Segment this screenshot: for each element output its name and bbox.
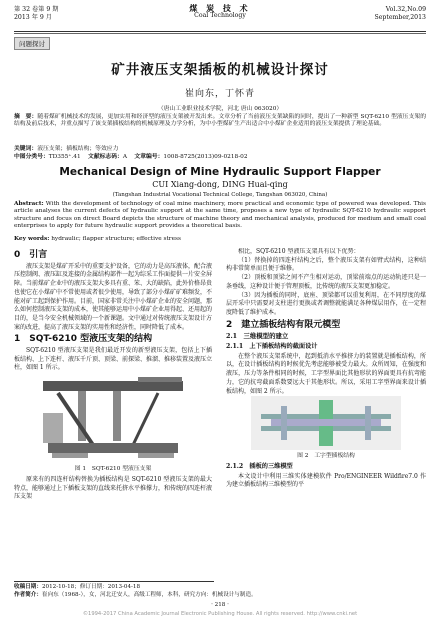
header-volume: Vol.32,No.09 September,2013 [374, 6, 426, 21]
cnki-watermark: ©1994-2017 China Academic Journal Electronic Publishing House. All rights reserved. http://www.cnki.net [82, 611, 358, 617]
section-1-paragraph-1: SQT-6210 型液压支架是我们最近开发的新型液压支架，包括上下插板结构、上下连杆、液压千斤顶、顶梁、前探梁、推溜、推移装置及液压立柱，如图 1 所示。 [14, 347, 212, 372]
authors-cn: 崔向东，丁怀青 [184, 89, 255, 99]
figure-1-caption: 图 1 SQT-6210 型液压支架 [74, 466, 152, 473]
column-tag: 问题探讨 [14, 37, 50, 50]
section-2-1-1-paragraph: 在整个液压支架系统中，起到抵消水平推挤力的装置就是插板结构，所以，在设计插板结构的时候优先考虑能够被受力最大。众所周知，在强度和液压，压力等条件相同的时候，工字型界面比其他形状的界面更具有抗弯能力，它的抗弯截面系数要远大于其他形状。所以，采用工字型界面来设计插板结构，如图 2 所示。 [226, 352, 426, 395]
section-0-title: 0 引言 [14, 250, 48, 260]
section-2-1-1-title: 2.1.1 上下插板结构的截面设计 [226, 343, 318, 351]
title-cn: 矿井液压支架插板的机械设计探讨 [111, 62, 329, 78]
page-number: · 218 · [211, 602, 229, 608]
title-en: Mechanical Design of Mine Hydraulic Support Flapper [59, 166, 381, 178]
affiliation-en: (Tangshan Industrial Vocational Technical College, Tangshan 063020, China) [112, 192, 328, 198]
figure-1-hydraulic-support-drawing [38, 373, 188, 463]
keywords-en: Key words: hydraulic; flapper structure; effective stress [14, 236, 181, 242]
header-rule-thin [14, 33, 426, 34]
journal-header [14, 4, 426, 30]
section-2-title: 2 建立插板结构有限元模型 [226, 319, 341, 330]
left-column [14, 248, 212, 578]
right-column [226, 248, 426, 578]
abstract-en: Abstract: With the development of technology of coal mine machinery, more practical and economic type of powered was developed. This article analyses the current defects of hydraulic support at the same time, proposes a new type of hydraulic SQT-6210 hydraulic support structure and focus on direct Board depicts the structure of machine theory and mechanical analysis, produced for medium and small coal enterprises to apply for future hydraulic support provides a theoretical basis. [14, 201, 426, 229]
abstract-cn: 摘 要：随着煤矿机械技术的发展，更加实用和经济型的液压支架被开发出来。文章分析了当前液压支架缺陷的同时，提出了一种新型 SQT-6210 型液压支架的结构及前后技术，并重点描写了该支架插板结构的机械原理及力学分析，为中小型煤矿生产出适合中小煤矿企业适用的液压支架提供了理论基础。 [14, 114, 426, 128]
figure-2-i-beam-drawing [251, 396, 401, 450]
section-2-1-title: 2.1 三维模型的建立 [226, 332, 289, 341]
advantage-3: （3）因为插板的同时，底座、顶梁都可以重复利用，在不同厚度的煤层开采中只需要对支柱进行更换或者调整就能满足各种煤层用作，在一定程度降低了维护成本。 [226, 291, 426, 316]
footnote-rule [14, 581, 214, 582]
keywords-cn: 关键词：液压支架；插板结构；等效应力 [14, 146, 119, 152]
section-2-1-2-paragraph: 本文设计中利用三维实体建模软件 Pro/ENGINEER Wildfire7.0 作为建立插板结构三维模型的平 [226, 472, 426, 489]
author-bio: 作者简介：崔向东（1968-），女，河北迁安人，高级工程师，本科，研究方向：机械设计与制造。 [14, 592, 257, 598]
classification-line: 中图分类号：TD355⁺.41 文献标志码：A 文章编号：1008-8725(2013)09-0218-02 [14, 154, 248, 160]
section-0-paragraph: 液压支架是煤矿开采中的重要支护设备，它的动力是高压液体，配合液压控制阀、液压缸及连接的金属结构部件一起为综采工作面提供一片安全屏障。当前煤矿企业中的液压支架大多具有重、笨、大的缺陷，此外价格昂贵也使它在小煤矿中不常使用或者很少使用，导致了部分小煤矿矿难频发，不能对矿工起到保护作用。目前，国家非常关注中小煤矿企业的安全问题，那么如何控制液压支架的成本，使其能够运用中小煤矿企业用得起、还用起的目的，是当今安全机械领域的一个新课题。文中通过对传统液压支架设计方案的改进，提高了液压支架的实用性和经济性，同时降低了成本。 [14, 262, 212, 331]
header-issue: 第 32 卷第 9 期 2013 年 9 月 [14, 6, 59, 21]
header-rule [14, 31, 426, 32]
header-journal-name: 煤 炭 技 术 Coal Technology [189, 3, 251, 19]
advantage-1: （1）替换掉的四连杆结构之后，整个液压支架有如臂式结构，这种结构非常简单而且便于维修。 [226, 256, 426, 273]
figure-2-caption: 图 2 工字型插板结构 [297, 453, 355, 460]
section-1-title: 1 SQT-6210 型液压支架的结构 [14, 334, 153, 345]
received-date: 收稿日期：2012-10-18；修订日期：2013-04-18 [14, 584, 141, 590]
section-2-1-2-title: 2.1.2 插板的三维模型 [226, 462, 293, 470]
section-1-paragraph-2: 原来有的四连杆结构替换为插板结构是 SQT-6210 型液压支架的最大特点，能够通过上下插板支架的直线来托挤水平推撑力，和传统的四连杆液压支架 [14, 475, 212, 501]
authors-en: CUI Xiang-dong, DING Huai-qing [152, 180, 288, 189]
advantage-2: （2）顶板和顶梁之间不产生相对运动，顶梁前端点的运动轨迹只是一条垂线，这种设计便于管理顶板，比传统的液压支架更加稳定。 [226, 274, 426, 290]
affiliation-cn: （唐山工业职业技术学院，河北 唐山 063020） [157, 106, 283, 112]
advantages-intro: 相比，SQT-6210 型液压支架具有以下优势： [238, 248, 360, 255]
